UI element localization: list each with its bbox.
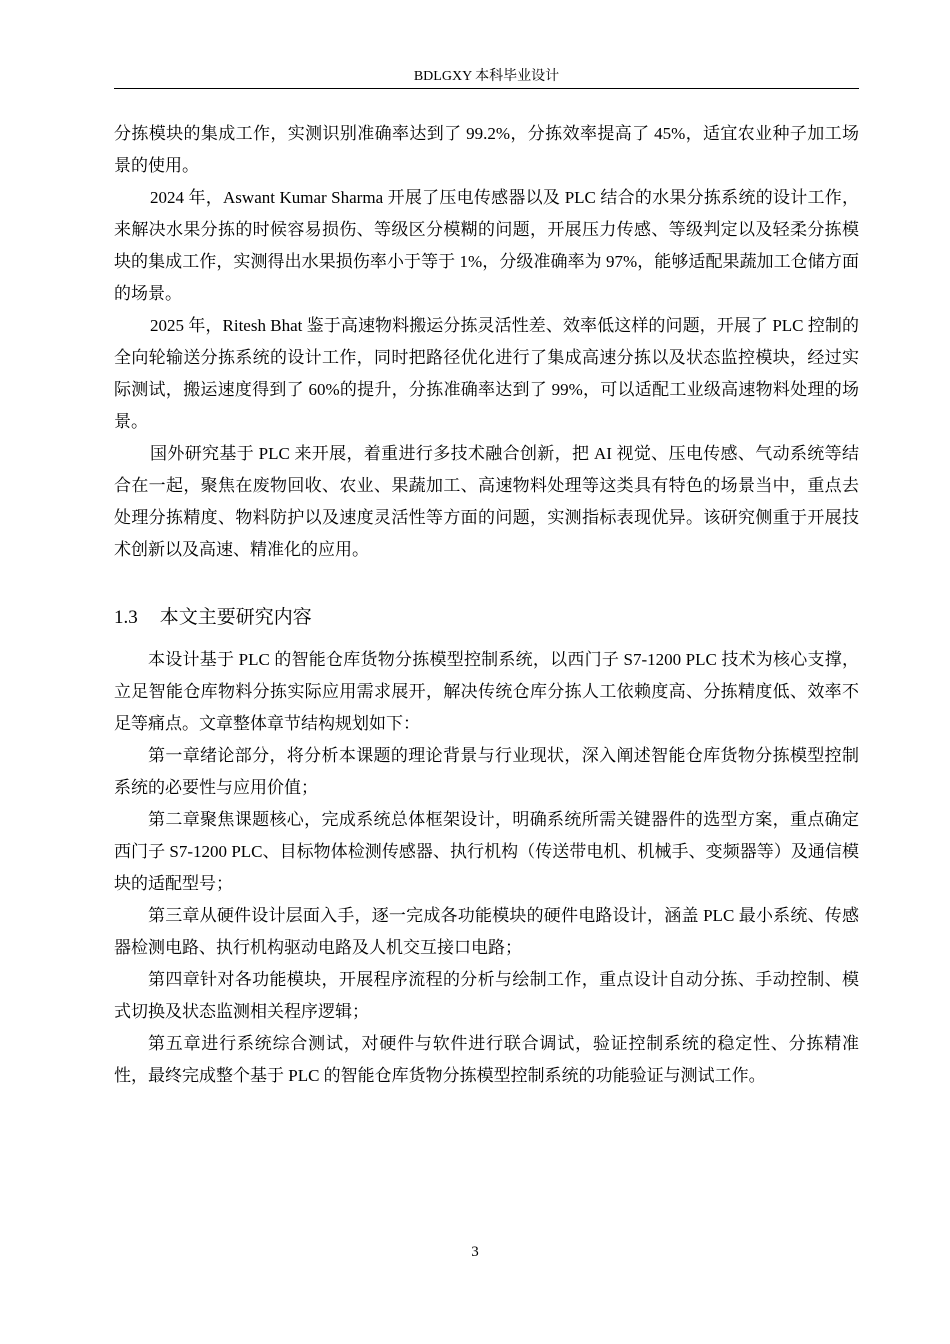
section-number: 1.3 <box>114 607 138 628</box>
paragraph: 2024 年，Aswant Kumar Sharma 开展了压电传感器以及 PLC 结合的水果分拣系统的设计工作，来解决水果分拣的时候容易损伤、等级区分模糊的问题，开展压力传感、等级判定以及轻柔分拣模块的集成工作，实测得出水果损伤率小于等于 1%，分级准确率为 97%，能够适配果蔬加工仓储方面的场景。 <box>114 188 859 303</box>
paragraph: 本设计基于 PLC 的智能仓库货物分拣模型控制系统，以西门子 S7-1200 PLC 技术为核心支撑，立足智能仓库物料分拣实际应用需求展开，解决传统仓库分拣人工依赖度高、分拣精度低、效率不足等痛点。文章整体章节结构规划如下： <box>114 650 859 733</box>
section-heading <box>114 603 312 632</box>
page-number: 3 <box>471 1244 479 1260</box>
paragraph: 分拣模块的集成工作，实测识别准确率达到了 99.2%，分拣效率提高了 45%，适宜农业种子加工场景的使用。 <box>114 124 859 175</box>
paragraph: 第三章从硬件设计层面入手，逐一完成各功能模块的硬件电路设计，涵盖 PLC 最小系统、传感器检测电路、执行机构驱动电路及人机交互接口电路； <box>114 906 859 957</box>
section-title: 本文主要研究内容 <box>159 606 312 628</box>
page-header: BDLGXY 本科毕业设计 <box>413 69 560 84</box>
paragraph: 第一章绪论部分，将分析本课题的理论背景与行业现状，深入阐述智能仓库货物分拣模型控制系统的必要性与应用价值； <box>114 746 859 797</box>
paragraph: 第五章进行系统综合测试，对硬件与软件进行联合调试，验证控制系统的稳定性、分拣精准性，最终完成整个基于 PLC 的智能仓库货物分拣模型控制系统的功能验证与测试工作。 <box>114 1034 859 1085</box>
paragraph: 第四章针对各功能模块，开展程序流程的分析与绘制工作，重点设计自动分拣、手动控制、模式切换及状态监测相关程序逻辑； <box>114 970 859 1021</box>
paragraph: 2025 年，Ritesh Bhat 鉴于高速物料搬运分拣灵活性差、效率低这样的问题，开展了 PLC 控制的全向轮输送分拣系统的设计工作，同时把路径优化进行了集成高速分拣以及状态监控模块，经过实际测试，搬运速度得到了 60%的提升，分拣准确率达到了 99%，可以适配工业级高速物料处理的场景。 <box>114 316 859 431</box>
body-text-top <box>114 118 859 566</box>
paragraph: 第二章聚焦课题核心，完成系统总体框架设计，明确系统所需关键器件的选型方案，重点确定西门子 S7-1200 PLC、目标物体检测传感器、执行机构（传送带电机、机械手、变频器等）及通信模块的适配型号； <box>114 810 859 893</box>
paragraph: 国外研究基于 PLC 来开展，着重进行多技术融合创新，把 AI 视觉、压电传感、气动系统等结合在一起，聚焦在废物回收、农业、果蔬加工、高速物料处理等这类具有特色的场景当中，重点去处理分拣精度、物料防护以及速度灵活性等方面的问题，实测指标表现优异。该研究侧重于开展技术创新以及高速、精准化的应用。 <box>114 444 859 559</box>
header-rule <box>114 88 859 89</box>
body-text-bottom <box>114 644 859 1092</box>
